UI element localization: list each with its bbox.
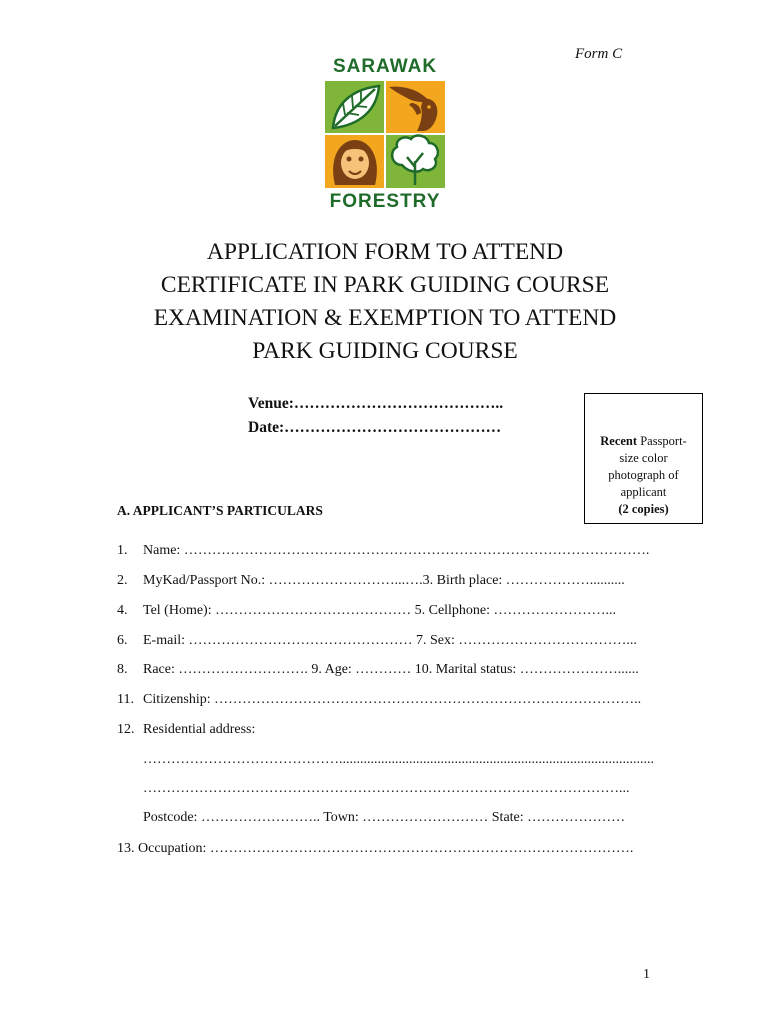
venue-field[interactable]: Venue:………………………………….. [248,395,504,412]
title-line-1: APPLICATION FORM TO ATTEND [206,239,564,265]
logo-bottom-text: FORESTRY [329,191,441,212]
title-line-4: PARK GUIDING COURSE [252,338,518,364]
form-title [80,236,690,368]
field-text: Race: ………………………. 9. Age: ………… 10. Marital status: …………………...... [143,662,639,677]
title-line-2: CERTIFICATE IN PARK GUIDING COURSE [160,272,610,298]
photo-box-line-1-rest: Passport- [637,434,687,448]
date-field[interactable]: Date:…………………………………… [248,419,502,436]
section-heading: A. APPLICANT’S PARTICULARS [117,503,323,518]
field-number: 2. [117,573,128,588]
photo-box-copies: (2 copies) [618,502,669,516]
photo-box-line-5 [589,501,698,518]
form-label: Form C [575,46,623,62]
field-number: 4. [117,603,128,618]
field-number: 12. [117,722,135,737]
field-text: …………………………………….......................................................................................... [143,752,654,767]
field-text: Residential address: [143,722,256,737]
page-number: 1 [643,967,650,982]
field-text: Tel (Home): …………………………………… 5. Cellphone: ……………………... [143,603,617,618]
field-number: 1. [117,543,128,558]
photo-box-line-2: size color [619,451,668,465]
photo-box[interactable] [584,393,703,524]
field-text: MyKad/Passport No.: ………………………...….3. Birth place: ……………….......... [143,573,625,588]
occupation-field[interactable]: 13. Occupation: ………………………………………………………………………………. [117,841,634,856]
field-text: Postcode: …………………….. Town: ……………………… State: ………………… [143,810,626,825]
photo-box-line-4: applicant [620,485,667,499]
field-text: Citizenship: ……………………………………………………………………………….. [143,692,642,707]
field-text: E-mail: ………………………………………… 7. Sex: ………………………………... [143,633,637,648]
title-line-3: EXAMINATION & EXEMPTION TO ATTEND [153,305,617,331]
photo-box-line-1 [589,433,698,450]
field-number: 8. [117,662,128,677]
logo-top-text: SARAWAK [332,56,438,77]
field-number: 6. [117,633,128,648]
logo-grid [325,81,445,188]
photo-box-line-3: photograph of [608,468,679,482]
field-text: …………………………………………………………………………………………... [143,781,630,796]
field-number: 11. [117,692,134,707]
field-text: Name: ………………………………………………………………………………………. [143,543,650,558]
photo-box-bold-prefix: Recent [600,434,638,448]
sarawak-forestry-logo [318,50,452,220]
